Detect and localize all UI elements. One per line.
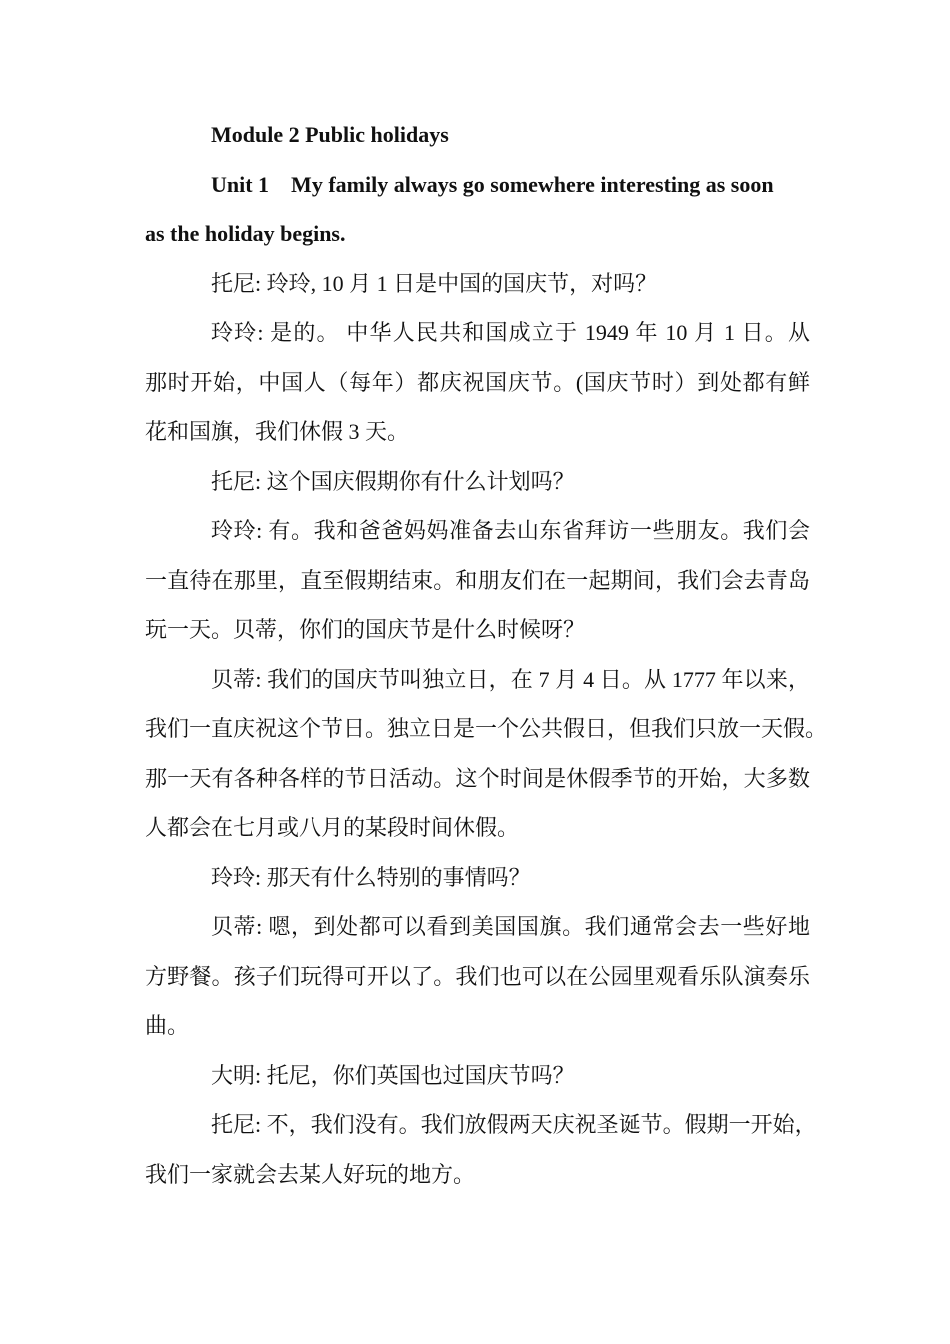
dialogue-line: 人都会在七月或八月的某段时间休假。 <box>145 815 520 840</box>
document-body <box>145 110 828 1199</box>
dialogue-line: 那时开始，中国人（每年）都庆祝国庆节。(国庆节时）到处都有鲜 <box>145 369 810 395</box>
dialogue-line: 曲。 <box>145 1013 190 1038</box>
dialogue-line: 大明: 托尼，你们英国也过国庆节吗？ <box>211 1062 575 1088</box>
dialogue-line: 玲玲: 那天有什么特别的事情吗？ <box>211 864 531 890</box>
dialogue-line: 玩一天。贝蒂，你们的国庆节是什么时候呀？ <box>145 617 586 642</box>
dialogue-line: 一直待在那里，直至假期结束。和朋友们在一起期间，我们会去青岛 <box>145 567 810 593</box>
dialogue-line: 玲玲: 是的。 中华人民共和国成立于 1949 年 10 月 1 日。从 <box>211 320 810 345</box>
dialogue-line: 那一天有各种各样的节日活动。这个时间是休假季节的开始，大多数 <box>145 765 810 791</box>
dialogue-line: 我们一家就会去某人好玩的地方。 <box>145 1161 476 1187</box>
dialogue-line: 我们一直庆祝这个节日。独立日是一个公共假日，但我们只放一天假。 <box>145 716 828 741</box>
dialogue-line: 方野餐。孩子们玩得可开以了。我们也可以在公园里观看乐队演奏乐 <box>145 963 810 989</box>
module-title: Module 2 Public holidays <box>211 122 449 147</box>
dialogue-line: 贝蒂: 我们的国庆节叫独立日，在 7 月 4 日。从 1777 年以来， <box>211 666 810 692</box>
unit-title-line-2: as the holiday begins. <box>145 221 346 246</box>
dialogue-line: 托尼: 不，我们没有。我们放假两天庆祝圣诞节。假期一开始， <box>211 1112 817 1137</box>
dialogue-line: 玲玲: 有。我和爸爸妈妈准备去山东省拜访一些朋友。我们会 <box>211 518 810 543</box>
dialogue-line: 贝蒂: 嗯，到处都可以看到美国国旗。我们通常会去一些好地 <box>211 914 810 939</box>
dialogue-line: 托尼: 这个国庆假期你有什么计划吗？ <box>211 468 575 494</box>
dialogue-line: 托尼: 玲玲, 10 月 1 日是中国的国庆节，对吗？ <box>211 270 658 296</box>
unit-title-line-1: Unit 1 My family always go somewhere interesting as soon <box>211 171 774 197</box>
dialogue-line: 花和国旗，我们休假 3 天。 <box>145 419 410 444</box>
